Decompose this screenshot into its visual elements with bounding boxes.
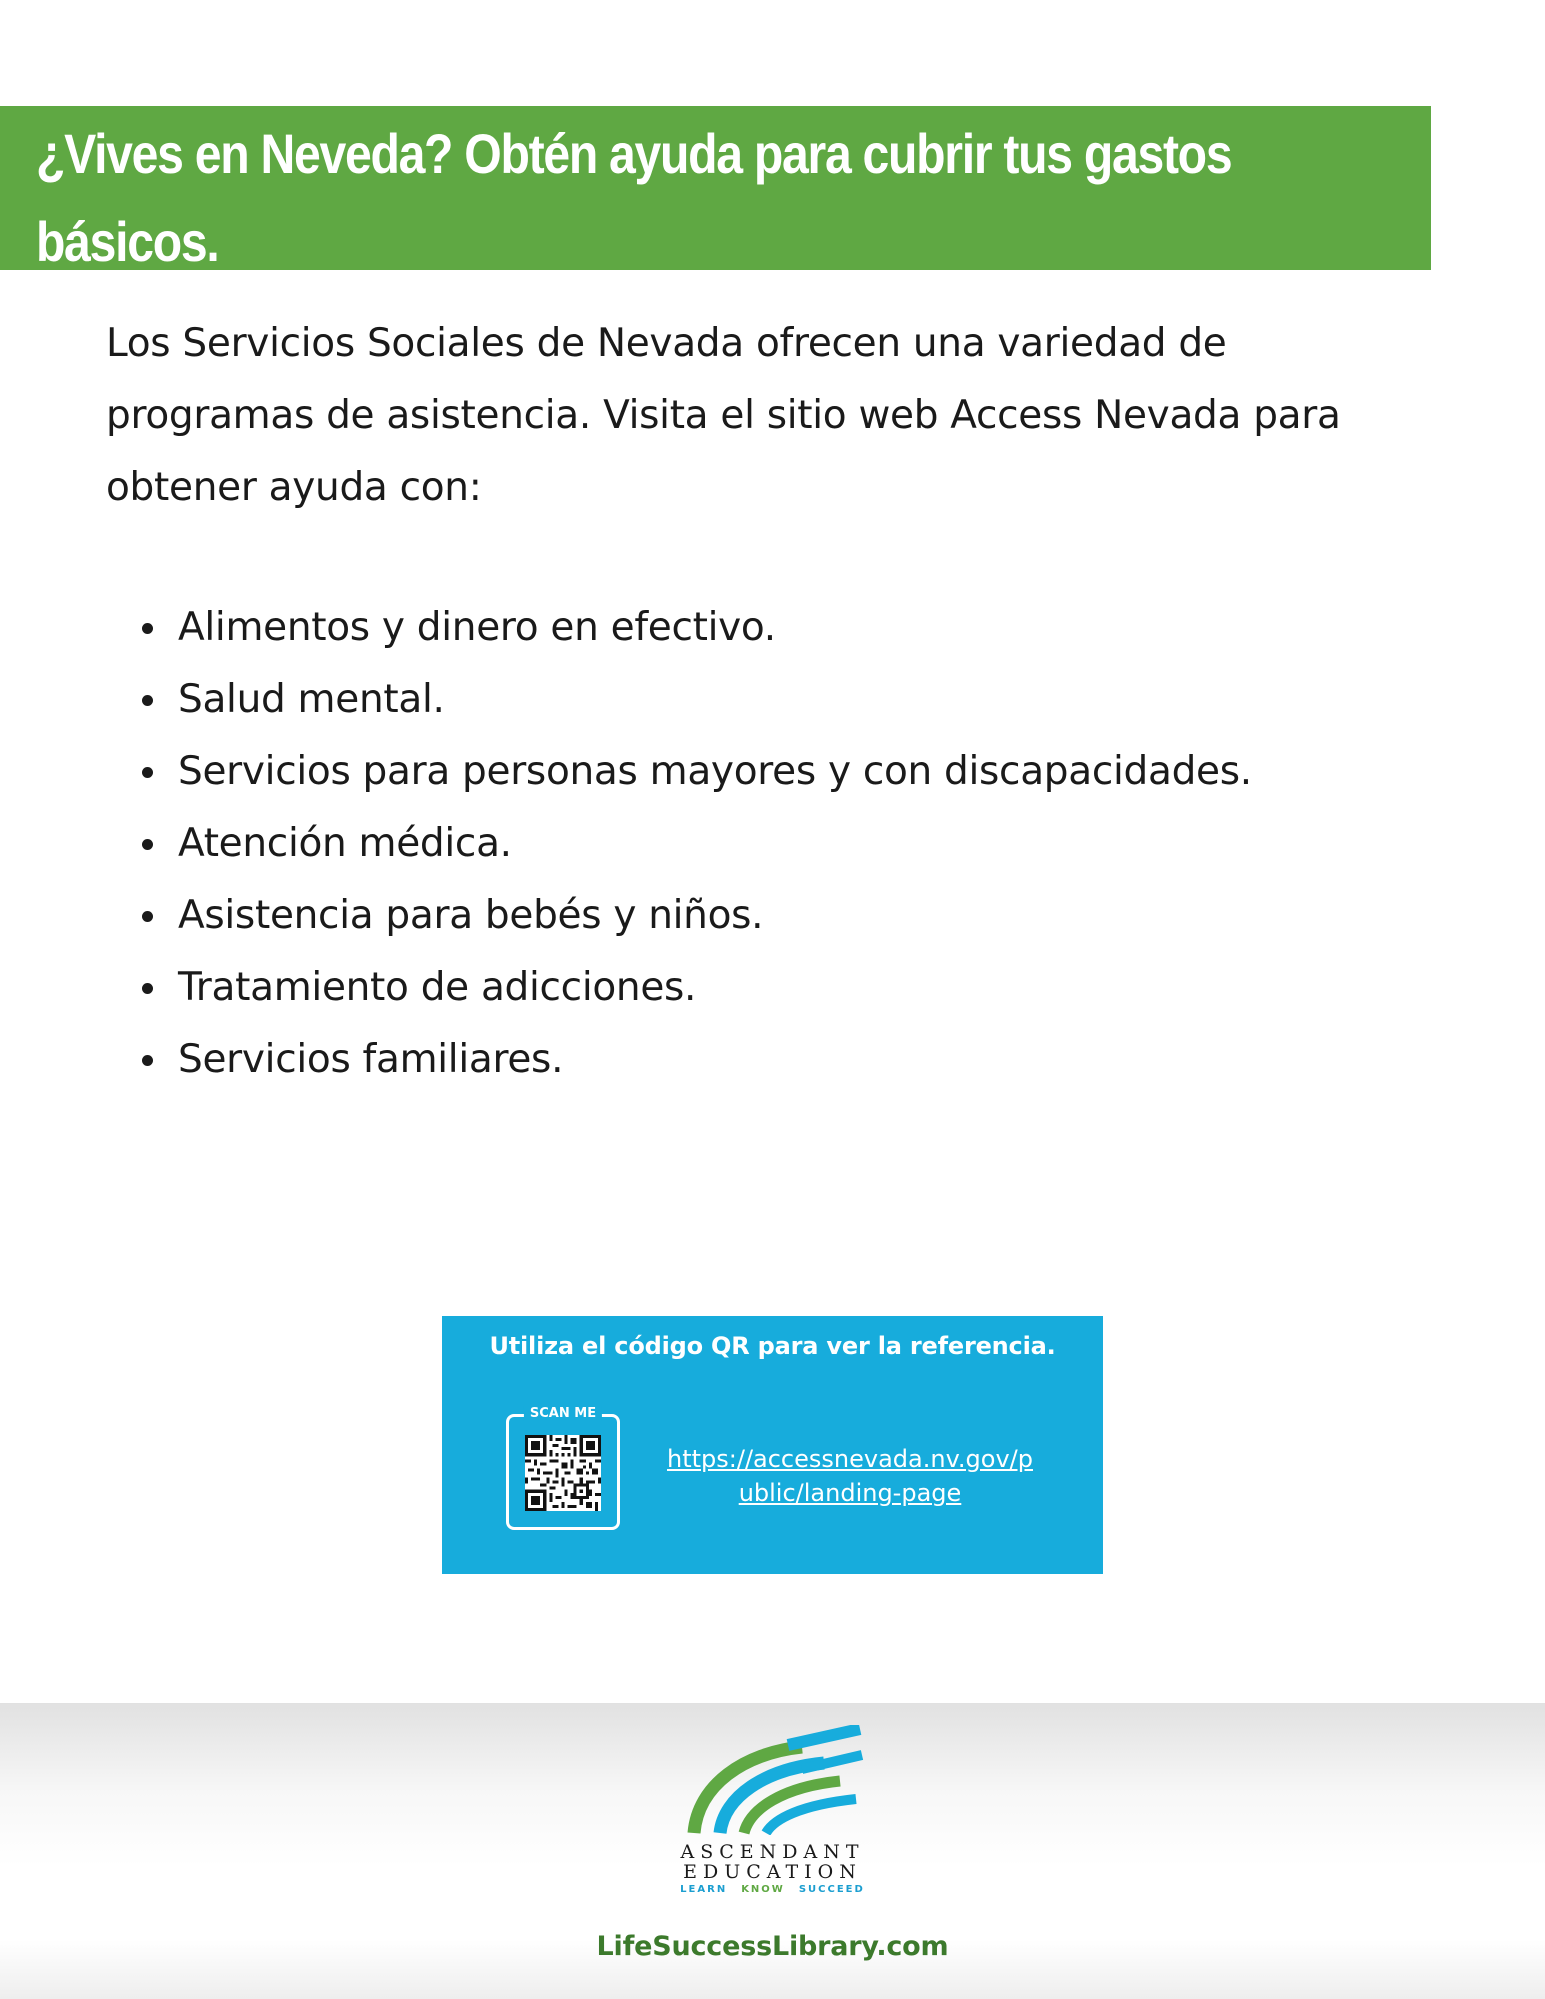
bullet-icon [142, 983, 153, 994]
tagline-learn: LEARN [680, 1884, 728, 1895]
access-nevada-link[interactable] [640, 1442, 1060, 1510]
link-line-2[interactable]: ublic/landing-page [738, 1479, 962, 1507]
qr-title: Utiliza el código QR para ver la referencia. [489, 1332, 1056, 1360]
page-title-line-2: básicos. [36, 210, 219, 273]
scan-me-label: SCAN ME [524, 1406, 602, 1421]
qr-frame [506, 1406, 620, 1530]
list-item-label: Alimentos y dinero en efectivo. [178, 605, 776, 650]
list-item [106, 1024, 1252, 1096]
list-item [106, 736, 1252, 808]
bullet-icon [142, 767, 153, 778]
bullet-icon [142, 839, 153, 850]
website-link[interactable]: LifeSuccessLibrary.com [596, 1931, 949, 1962]
footer [0, 1703, 1545, 1999]
page-title-line-1: ¿Vives en Neveda? Obtén ayuda para cubrir tus gastos [36, 122, 1232, 185]
bullet-icon [142, 623, 153, 634]
list-item-label: Servicios familiares. [178, 1037, 564, 1082]
brand-tagline [0, 1884, 1545, 1895]
list-item-label: Asistencia para bebés y niños. [178, 893, 764, 938]
list-item [106, 592, 1252, 664]
list-item [106, 664, 1252, 736]
list-item [106, 880, 1252, 952]
list-item-label: Tratamiento de adicciones. [178, 965, 697, 1010]
bullet-icon [142, 911, 153, 922]
brand-name-line-1: ASCENDANT [680, 1841, 865, 1863]
intro-paragraph: Los Servicios Sociales de Nevada ofrecen una variedad de programas de asistencia. Visita el sitio web Access Nevada para obtener ayuda con: [106, 321, 1341, 510]
tagline-know: KNOW [741, 1884, 785, 1895]
bullet-icon [142, 1055, 153, 1066]
qr-reference-box [442, 1316, 1103, 1574]
qr-code-icon[interactable] [525, 1435, 601, 1511]
tagline-succeed: SUCCEED [798, 1884, 865, 1895]
ascendant-education-logo-icon [684, 1725, 864, 1835]
services-list [106, 592, 1252, 1096]
list-item-label: Atención médica. [178, 821, 512, 866]
list-item [106, 808, 1252, 880]
list-item-label: Servicios para personas mayores y con discapacidades. [178, 749, 1252, 794]
bullet-icon [142, 695, 153, 706]
list-item [106, 952, 1252, 1024]
page-title [36, 110, 1412, 286]
title-banner [0, 106, 1431, 273]
brand-name-line-2: EDUCATION [683, 1861, 862, 1883]
link-line-1[interactable]: https://accessnevada.nv.gov/p [667, 1445, 1033, 1473]
list-item-label: Salud mental. [178, 677, 445, 722]
